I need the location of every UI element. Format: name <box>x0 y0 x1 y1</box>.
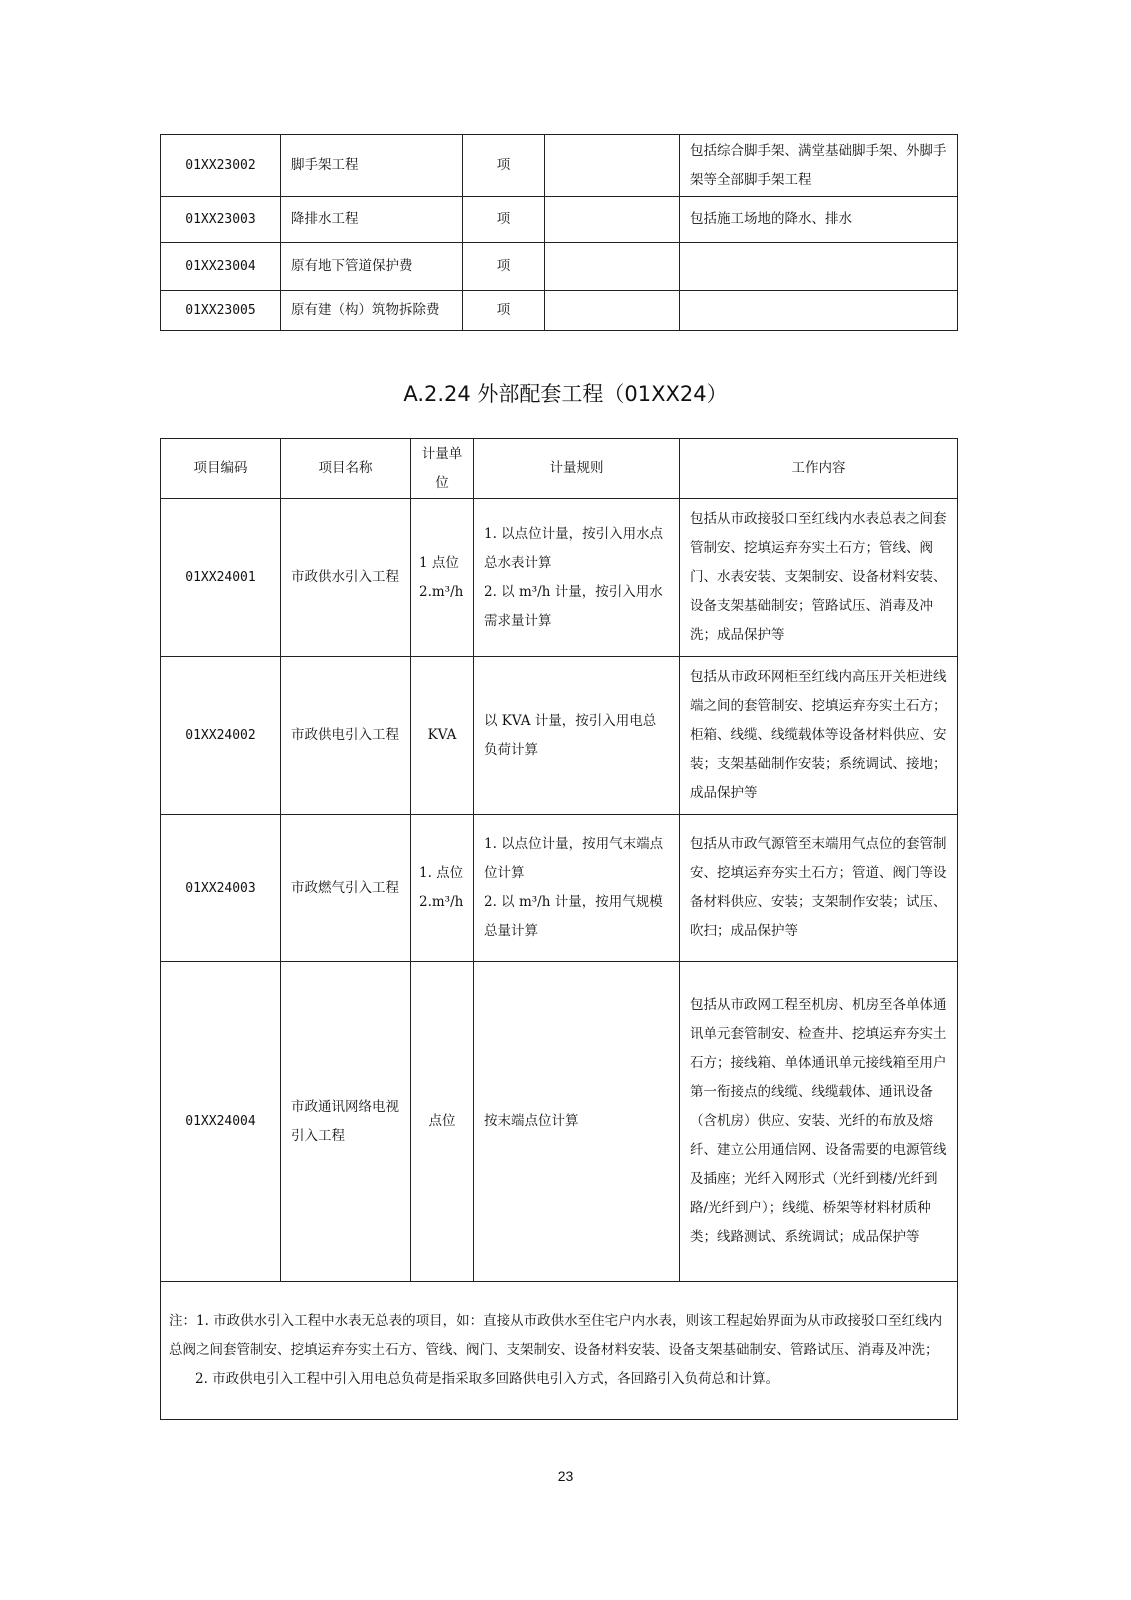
unit-line: 2.m³/h <box>419 583 464 600</box>
page-number: 23 <box>557 1468 574 1484</box>
table-row <box>161 291 958 331</box>
item-name: 降排水工程 <box>281 197 463 243</box>
item-code: 01XX24001 <box>161 499 281 657</box>
continued-table <box>160 134 958 331</box>
item-unit <box>411 499 474 657</box>
table-header-row <box>161 439 958 499</box>
table-row <box>161 243 958 291</box>
item-rule: 按末端点位计算 <box>474 962 680 1282</box>
table-note <box>161 1282 958 1420</box>
item-work: 包括施工场地的降水、排水 <box>680 197 958 243</box>
table-row <box>161 135 958 197</box>
item-work <box>680 243 958 291</box>
item-unit: 项 <box>463 197 545 243</box>
header-rule: 计量规则 <box>474 439 680 499</box>
item-code: 01XX23005 <box>161 291 281 331</box>
item-rule <box>545 291 680 331</box>
item-code: 01XX23004 <box>161 243 281 291</box>
item-rule: 1. 以点位计量，按引入用水点总水表计算 2. 以 m³/h 计量，按引入用水需求量计算 <box>474 499 680 657</box>
unit-line: 1. 点位 <box>419 865 464 881</box>
item-work: 包括从市政气源管至末端用气点位的套管制安、挖填运弃夯实土石方；管道、阀门等设备材料供应、安装；支架制作安装；试压、吹扫；成品保护等 <box>680 815 958 962</box>
item-rule <box>545 135 680 197</box>
table-note-row <box>161 1282 958 1420</box>
section-title: A.2.24 外部配套工程（01XX24） <box>403 382 728 406</box>
item-code: 01XX24002 <box>161 657 281 815</box>
item-name: 脚手架工程 <box>281 135 463 197</box>
unit-line: 1 点位 <box>419 554 459 571</box>
item-name: 原有建（构）筑物拆除费 <box>281 291 463 331</box>
unit-line: 点位 <box>428 1113 456 1129</box>
item-work: 包括从市政接驳口至红线内水表总表之间套管制安、挖填运弃夯实土石方；管线、阀门、水表安装、支架制安、设备材料安装、设备支架基础制安；管路试压、消毒及冲洗；成品保护等 <box>680 499 958 657</box>
note-line-2: 2. 市政供电引入工程中引入用电总负荷是指采取多回路供电引入方式，各回路引入负荷总和计算。 <box>195 1371 780 1387</box>
header-name: 项目名称 <box>281 439 411 499</box>
item-name: 市政供水引入工程 <box>281 499 411 657</box>
item-rule: 以 KVA 计量，按引入用电总负荷计算 <box>474 657 680 815</box>
table-row <box>161 499 958 657</box>
table-row <box>161 657 958 815</box>
item-work: 包括从市政网工程至机房、机房至各单体通讯单元套管制安、检查井、挖填运弃夯实土石方；接线箱、单体通讯单元接线箱至用户第一衔接点的线缆、线缆载体、通讯设备（含机房）供应、安装、光纤的布放及熔纤、建立公用通信网、设备需要的电源管线及插座；光纤入网形式（光纤到楼/光纤到路/光纤到户）；线缆、桥架等材料材质种类；线路测试、系统调试；成品保护等 <box>680 962 958 1282</box>
table-row <box>161 815 958 962</box>
item-work <box>680 291 958 331</box>
item-unit <box>411 657 474 815</box>
header-work: 工作内容 <box>680 439 958 499</box>
item-unit: 项 <box>463 243 545 291</box>
item-code: 01XX23002 <box>161 135 281 197</box>
item-work: 包括从市政环网柜至红线内高压开关柜进线端之间的套管制安、挖填运弃夯实土石方；柜箱、线缆、线缆载体等设备材料供应、安装；支架基础制作安装；系统调试、接地；成品保护等 <box>680 657 958 815</box>
item-rule <box>545 243 680 291</box>
item-code: 01XX24003 <box>161 815 281 962</box>
external-works-table <box>160 438 958 1420</box>
item-name: 市政燃气引入工程 <box>281 815 411 962</box>
header-code: 项目编码 <box>161 439 281 499</box>
table-row <box>161 197 958 243</box>
header-unit: 计量单位 <box>411 439 474 499</box>
note-line-1: 注：1. 市政供水引入工程中水表无总表的项目，如：直接从市政供水至住宅户内水表，则该工程起始界面为从市政接驳口至红线内总阀之间套管制安、挖填运弃夯实土石方、管线、阀门、支架制安、设备材料安装、设备支架基础制安、管路试压、消毒及冲洗； <box>169 1313 943 1358</box>
item-work: 包括综合脚手架、满堂基础脚手架、外脚手架等全部脚手架工程 <box>680 135 958 197</box>
item-unit: 项 <box>463 291 545 331</box>
unit-line: KVA <box>427 727 457 743</box>
item-code: 01XX24004 <box>161 962 281 1282</box>
item-rule <box>545 197 680 243</box>
table-row <box>161 962 958 1282</box>
item-unit <box>411 815 474 962</box>
item-name: 市政供电引入工程 <box>281 657 411 815</box>
item-unit: 项 <box>463 135 545 197</box>
item-name: 市政通讯网络电视引入工程 <box>281 962 411 1282</box>
item-code: 01XX23003 <box>161 197 281 243</box>
unit-line: 2.m³/h <box>419 894 464 910</box>
item-name: 原有地下管道保护费 <box>281 243 463 291</box>
item-unit <box>411 962 474 1282</box>
item-rule: 1. 以点位计量，按用气末端点位计算 2. 以 m³/h 计量，按用气规模总量计算 <box>474 815 680 962</box>
